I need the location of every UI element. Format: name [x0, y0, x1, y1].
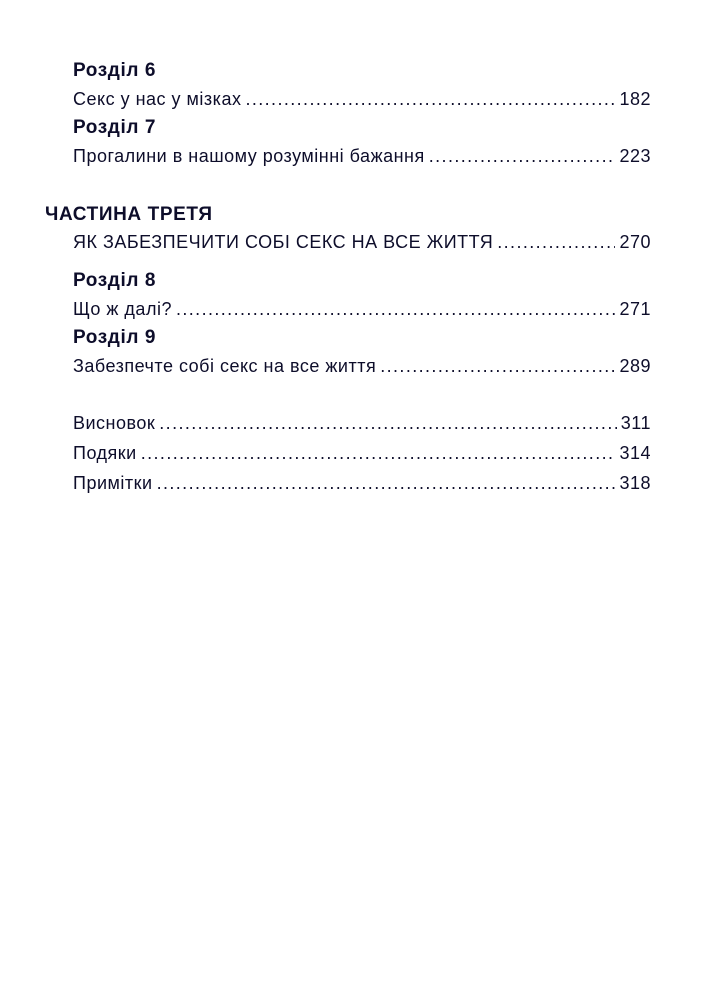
dot-leader [176, 298, 615, 320]
entry-page-number: 270 [619, 232, 651, 252]
entry-title: ЯК ЗАБЕЗПЕЧИТИ СОБІ СЕКС НА ВСЕ ЖИТТЯ [73, 232, 494, 252]
entry-page-number: 314 [619, 443, 651, 463]
chapter-8-heading: Розділ 8 [73, 270, 157, 291]
entry-title: Висновок [73, 413, 156, 433]
entry-title: Що ж далі? [73, 299, 172, 319]
chapter-9-heading: Розділ 9 [73, 327, 157, 348]
entry-page-number: 223 [619, 146, 651, 166]
entry-page-number: 318 [619, 473, 651, 493]
toc-entry-acknowledgements[interactable] [73, 442, 651, 464]
dot-leader [380, 355, 615, 377]
dot-leader [141, 442, 616, 464]
toc-entry-chapter-6[interactable] [73, 88, 651, 110]
entry-title: Забезпечте собі секс на все життя [73, 356, 377, 376]
toc-entry-conclusion[interactable] [73, 412, 651, 434]
toc-entry-notes[interactable] [73, 472, 651, 494]
toc-entry-chapter-9[interactable] [73, 355, 651, 377]
part-3-heading: ЧАСТИНА ТРЕТЯ [45, 204, 213, 225]
dot-leader [159, 412, 617, 434]
chapter-6-heading: Розділ 6 [73, 60, 157, 81]
entry-page-number: 271 [619, 299, 651, 319]
chapter-7-heading: Розділ 7 [73, 117, 157, 138]
toc-entry-chapter-7[interactable] [73, 145, 651, 167]
dot-leader [429, 145, 616, 167]
toc-entry-part-3[interactable] [73, 231, 651, 253]
dot-leader [245, 88, 615, 110]
entry-title: Прогалини в нашому розумінні бажання [73, 146, 425, 166]
dot-leader [157, 472, 616, 494]
entry-title: Примітки [73, 473, 153, 493]
entry-title: Подяки [73, 443, 137, 463]
entry-title: Секс у нас у мізках [73, 89, 242, 109]
dot-leader [497, 231, 615, 253]
toc-entry-chapter-8[interactable] [73, 298, 651, 320]
entry-page-number: 182 [619, 89, 651, 109]
entry-page-number: 289 [619, 356, 651, 376]
entry-page-number: 311 [620, 413, 651, 433]
